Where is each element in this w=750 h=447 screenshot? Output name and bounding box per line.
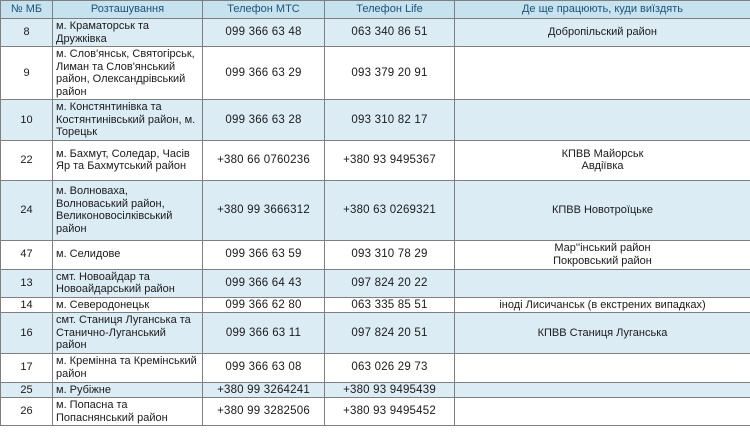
cell-extra-areas: КПВВ Станиця Луганська [455, 313, 750, 354]
cell-life-phone: 093 310 82 17 [325, 100, 455, 141]
header-extra-areas: Де ще працюють, куди виїздять [455, 1, 750, 19]
cell-location: м. Констянтинівка та Костянтинівський район, м. Торецьк [53, 100, 203, 141]
cell-location: м. Попасна та Попаснянський район [53, 398, 203, 426]
cell-location: м. Волноваха, Волноваський район, Великоновосілківський район [53, 180, 203, 240]
cell-life-phone: 063 340 86 51 [325, 19, 455, 47]
cell-mb-number: 25 [1, 382, 53, 398]
cell-mts-phone: 099 366 63 59 [203, 240, 325, 269]
cell-mb-number: 14 [1, 297, 53, 313]
cell-mb-number: 8 [1, 19, 53, 47]
cell-extra-areas: Мар''інський район Покровський район [455, 240, 750, 269]
cell-mts-phone: 099 366 63 28 [203, 100, 325, 141]
cell-extra-areas [455, 47, 750, 100]
cell-mts-phone: 099 366 63 08 [203, 353, 325, 382]
cell-location: м. Рубіжне [53, 382, 203, 398]
table-row [1, 180, 750, 240]
table-row [1, 19, 750, 47]
cell-mts-phone: +380 99 3666312 [203, 180, 325, 240]
cell-mts-phone: 099 366 62 80 [203, 297, 325, 313]
cell-location: м. Слов'янськ, Святогірськ, Лиман та Слов'янський район, Олександрівський район [53, 47, 203, 100]
cell-life-phone: 093 310 78 29 [325, 240, 455, 269]
cell-mts-phone: 099 366 64 43 [203, 269, 325, 297]
cell-location: м. Селидове [53, 240, 203, 269]
cell-life-phone: 097 824 20 22 [325, 269, 455, 297]
cell-extra-areas [455, 382, 750, 398]
table-row [1, 382, 750, 398]
cell-extra-areas [455, 269, 750, 297]
cell-mts-phone: +380 99 3282506 [203, 398, 325, 426]
table-row [1, 240, 750, 269]
cell-mts-phone: 099 366 63 48 [203, 19, 325, 47]
table-row [1, 353, 750, 382]
cell-location: м. Северодонецьк [53, 297, 203, 313]
cell-mb-number: 22 [1, 140, 53, 180]
cell-extra-areas: КПВВ Майорськ Авдіївка [455, 140, 750, 180]
table-row [1, 140, 750, 180]
header-row [1, 1, 750, 19]
cell-location: м. Кремінна та Кремінський район [53, 353, 203, 382]
table-row [1, 100, 750, 141]
cell-mb-number: 17 [1, 353, 53, 382]
cell-extra-areas: Добропільский район [455, 19, 750, 47]
cell-life-phone: +380 93 9495367 [325, 140, 455, 180]
header-life-phone: Телефон Life [325, 1, 455, 19]
cell-extra-areas: КПВВ Новотроїцьке [455, 180, 750, 240]
cell-life-phone: 063 026 29 73 [325, 353, 455, 382]
cell-extra-areas: іноді Лисичанськ (в екстрених випадках) [455, 297, 750, 313]
cell-life-phone: +380 63 0269321 [325, 180, 455, 240]
table-body [1, 19, 750, 426]
header-mts-phone: Телефон МТС [203, 1, 325, 19]
cell-mb-number: 16 [1, 313, 53, 354]
header-location: Розташування [53, 1, 203, 19]
cell-extra-areas [455, 100, 750, 141]
cell-mb-number: 13 [1, 269, 53, 297]
cell-mb-number: 24 [1, 180, 53, 240]
cell-location: м. Бахмут, Соледар, Часів Яр та Бахмутський район [53, 140, 203, 180]
header-num: № МБ [1, 1, 53, 19]
cell-mts-phone: 099 366 63 11 [203, 313, 325, 354]
table-row [1, 398, 750, 426]
cell-mts-phone: +380 66 0760236 [203, 140, 325, 180]
cell-mts-phone: 099 366 63 29 [203, 47, 325, 100]
cell-life-phone: +380 93 9495452 [325, 398, 455, 426]
cell-mb-number: 9 [1, 47, 53, 100]
table-row [1, 313, 750, 354]
cell-location: м. Краматорськ та Дружківка [53, 19, 203, 47]
cell-mb-number: 47 [1, 240, 53, 269]
table-row [1, 297, 750, 313]
cell-mb-number: 10 [1, 100, 53, 141]
cell-life-phone: +380 93 9495439 [325, 382, 455, 398]
table-row [1, 269, 750, 297]
cell-mts-phone: +380 99 3264241 [203, 382, 325, 398]
cell-extra-areas [455, 353, 750, 382]
cell-life-phone: 063 335 85 51 [325, 297, 455, 313]
table-row [1, 47, 750, 100]
cell-mb-number: 26 [1, 398, 53, 426]
cell-life-phone: 093 379 20 91 [325, 47, 455, 100]
cell-location: смт. Станиця Луганська та Станично-Луганський район [53, 313, 203, 354]
cell-location: смт. Новоайдар та Новоайдарський район [53, 269, 203, 297]
cell-extra-areas [455, 398, 750, 426]
cell-life-phone: 097 824 20 51 [325, 313, 455, 354]
